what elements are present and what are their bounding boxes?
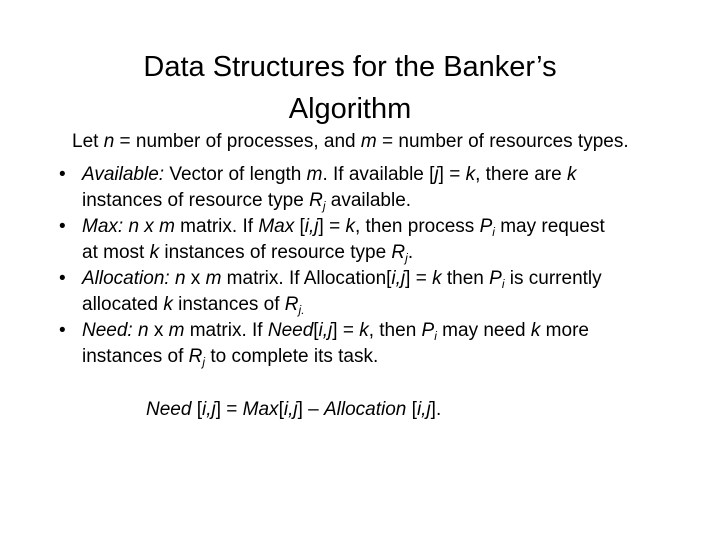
text-run: instances of resource type <box>159 242 392 263</box>
bullet-label: Need: n <box>82 320 149 341</box>
bullet-line <box>82 162 696 188</box>
intro-var-n: n <box>103 131 115 152</box>
intro-var-m: m <box>360 131 377 152</box>
text-run: at most <box>82 242 150 263</box>
text-run: more <box>540 320 589 341</box>
var: i,j <box>201 399 216 420</box>
subscript: i <box>434 329 437 343</box>
subscript: i <box>501 277 505 291</box>
text-run: , then <box>368 320 422 341</box>
text-run: [ <box>294 216 305 237</box>
text-run: Vector of length <box>164 164 307 185</box>
slide-title <box>100 46 600 130</box>
subscript: j <box>202 355 206 369</box>
bullet-line <box>82 188 696 214</box>
var: k <box>359 320 369 341</box>
bullet-line <box>82 292 696 318</box>
var: P <box>479 216 493 237</box>
bullet-label: Max: n x m <box>82 216 175 237</box>
bullet-line <box>82 318 696 344</box>
var: i,j <box>318 320 333 341</box>
text-run: ] = <box>438 164 466 185</box>
text-run: . <box>407 242 414 263</box>
subscript: j <box>405 251 408 265</box>
var: Need <box>267 320 314 341</box>
bullet-label: Allocation: n <box>82 268 186 289</box>
bullet-marker: • <box>59 320 66 341</box>
var: i,j <box>391 268 406 289</box>
text-run: ]. <box>430 399 442 420</box>
text-run: [ <box>313 320 319 341</box>
bullet-line <box>82 214 696 240</box>
subscript: j <box>322 199 326 213</box>
bullet-list <box>56 162 696 370</box>
var: R <box>309 190 323 211</box>
bullet-marker: • <box>59 216 66 237</box>
text-run: matrix. If <box>174 216 259 237</box>
var: k <box>163 294 173 315</box>
intro-part: = number of resources types. <box>376 131 629 152</box>
bullet-label: Available: <box>82 164 165 185</box>
text-run: to complete its task. <box>205 346 379 367</box>
text-run: available. <box>325 190 412 211</box>
var: R <box>284 294 299 315</box>
var: m <box>205 268 222 289</box>
var: m <box>168 320 185 341</box>
text-run: ] = <box>332 320 360 341</box>
text-run: instances of <box>172 294 285 315</box>
intro-part: Let <box>72 131 104 152</box>
var: j <box>434 164 439 185</box>
bullet-available <box>56 162 696 214</box>
var: i,j <box>283 399 298 420</box>
bullet-marker: • <box>59 164 66 185</box>
text-run: . If available [ <box>322 164 435 185</box>
text-run: x <box>148 320 169 341</box>
text-run: ] = <box>318 216 346 237</box>
subscript: j. <box>298 303 305 317</box>
text-run: x <box>185 268 206 289</box>
var: Allocation <box>323 399 407 420</box>
var: m <box>306 164 323 185</box>
title-line-1: Data Structures for the Banker’s <box>143 51 557 83</box>
text-run: , there are <box>475 164 567 185</box>
intro-text <box>72 130 629 154</box>
text-run: instances of <box>82 346 189 367</box>
bullet-allocation <box>56 266 696 318</box>
text-run: matrix. If Allocation[ <box>221 268 392 289</box>
text-run: matrix. If <box>184 320 268 341</box>
text-run: [ <box>191 399 202 420</box>
text-run: allocated <box>82 294 164 315</box>
text-run: is currently <box>504 268 602 289</box>
var: Need <box>146 399 192 420</box>
bullet-line <box>82 266 696 292</box>
var: R <box>188 346 203 367</box>
var: i,j <box>304 216 319 237</box>
bullet-need <box>56 318 696 370</box>
text-run: may request <box>494 216 605 237</box>
text-run: then <box>441 268 490 289</box>
text-run: may need <box>436 320 531 341</box>
var: k <box>465 164 476 185</box>
text-run: , then process <box>354 216 480 237</box>
bullet-marker: • <box>59 268 66 289</box>
title-line-2: Algorithm <box>288 93 412 125</box>
text-run: ] – <box>297 399 324 420</box>
text-run: ] = <box>405 268 433 289</box>
var: Max <box>258 216 295 237</box>
bullet-max <box>56 214 696 266</box>
var: P <box>421 320 435 341</box>
text-run: ] = <box>215 399 243 420</box>
var: k <box>566 164 577 185</box>
need-formula <box>146 397 441 423</box>
var: Max <box>242 399 279 420</box>
intro-part: = number of processes, and <box>114 131 361 152</box>
text-run: instances of resource type <box>82 190 310 211</box>
var: i,j <box>416 399 431 420</box>
var: k <box>149 242 160 263</box>
text-run: [ <box>278 399 284 420</box>
var: k <box>530 320 541 341</box>
bullet-line <box>82 344 696 370</box>
var: k <box>345 216 355 237</box>
text-run: [ <box>406 399 417 420</box>
subscript: i <box>492 225 495 239</box>
var: k <box>432 268 442 289</box>
var: P <box>489 268 502 289</box>
bullet-line <box>82 240 696 266</box>
var: R <box>391 242 406 263</box>
